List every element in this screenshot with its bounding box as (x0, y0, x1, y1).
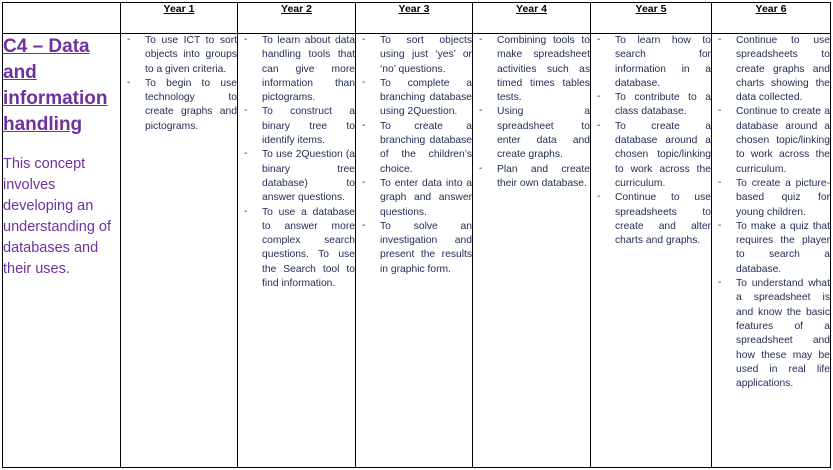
objective-item: - To understand what a spreadsheet is and know the basic features of a spreadsheet and how these may be used in real life applications. (712, 277, 830, 391)
objective-item: - To enter data into a graph and answer questions. (356, 177, 472, 220)
objective-item: - To learn how to search for information in a database. (591, 34, 711, 91)
year-3-cell (356, 34, 473, 468)
objective-item: - To begin to use technology to create graphs and pictograms. (121, 77, 237, 134)
concept-description: This concept involves developing an understanding of databases and their uses. (3, 156, 112, 277)
year-3-heading: Year 3 (356, 3, 473, 34)
year-3-objectives (356, 34, 472, 277)
concept-title: C4 – Data and information handling (3, 36, 108, 135)
year-4-objectives (473, 34, 590, 191)
objective-item: - Plan and create their own database. (473, 163, 590, 192)
objective-item: - To solve an investigation and present the results in graphic form. (356, 220, 472, 277)
objectives-row (3, 34, 831, 468)
objective-item: - To contribute to a class database. (591, 91, 711, 120)
objective-item: - Continue to use spreadsheets to create graphs and charts showing the data collected. (712, 34, 830, 105)
objective-item: - Combining tools to make spreadsheet activities such as timed times tables tests. (473, 34, 590, 105)
objective-item: - To sort objects using just ‘yes’ or ‘no’ questions. (356, 34, 472, 77)
objective-item: - To create a database around a chosen topic/linking to work across the curriculum. (591, 120, 711, 191)
year-1-objectives (121, 34, 237, 134)
objective-item: - To use a database to answer more complex search questions. To use the Search tool to find information. (238, 206, 355, 292)
objective-item: - To use ICT to sort objects into groups to a given criteria. (121, 34, 237, 77)
objective-item: - Using a spreadsheet to enter data and create graphs. (473, 105, 590, 162)
year-5-heading: Year 5 (591, 3, 712, 34)
header-row (3, 3, 831, 34)
objective-item: - Continue to use spreadsheets to create and alter charts and graphs. (591, 191, 711, 248)
year-4-heading: Year 4 (473, 3, 591, 34)
year-2-cell (238, 34, 356, 468)
objective-item: - Continue to create a database around a chosen topic/linking to work across the curriculum. (712, 105, 830, 176)
year-5-cell (591, 34, 712, 468)
concept-cell (3, 34, 121, 468)
objective-item: - To make a quiz that requires the player to search a database. (712, 220, 830, 277)
year-4-cell (473, 34, 591, 468)
objective-item: - To complete a branching database using 2Question. (356, 77, 472, 120)
header-blank-cell (3, 3, 121, 34)
year-2-heading: Year 2 (238, 3, 356, 34)
year-6-objectives (712, 34, 830, 391)
objective-item: - To use 2Question (a binary tree database) to answer questions. (238, 148, 355, 205)
year-1-cell (121, 34, 238, 468)
year-1-heading: Year 1 (121, 3, 238, 34)
objective-item: - To construct a binary tree to identify items. (238, 105, 355, 148)
objective-item: - To learn about data handling tools that can give more information than pictograms. (238, 34, 355, 105)
year-6-heading: Year 6 (712, 3, 831, 34)
objective-item: - To create a picture-based quiz for young children. (712, 177, 830, 220)
year-5-objectives (591, 34, 711, 248)
curriculum-table (2, 2, 831, 468)
year-2-objectives (238, 34, 355, 291)
objective-item: - To create a branching database of the children’s choice. (356, 120, 472, 177)
year-6-cell (712, 34, 831, 468)
